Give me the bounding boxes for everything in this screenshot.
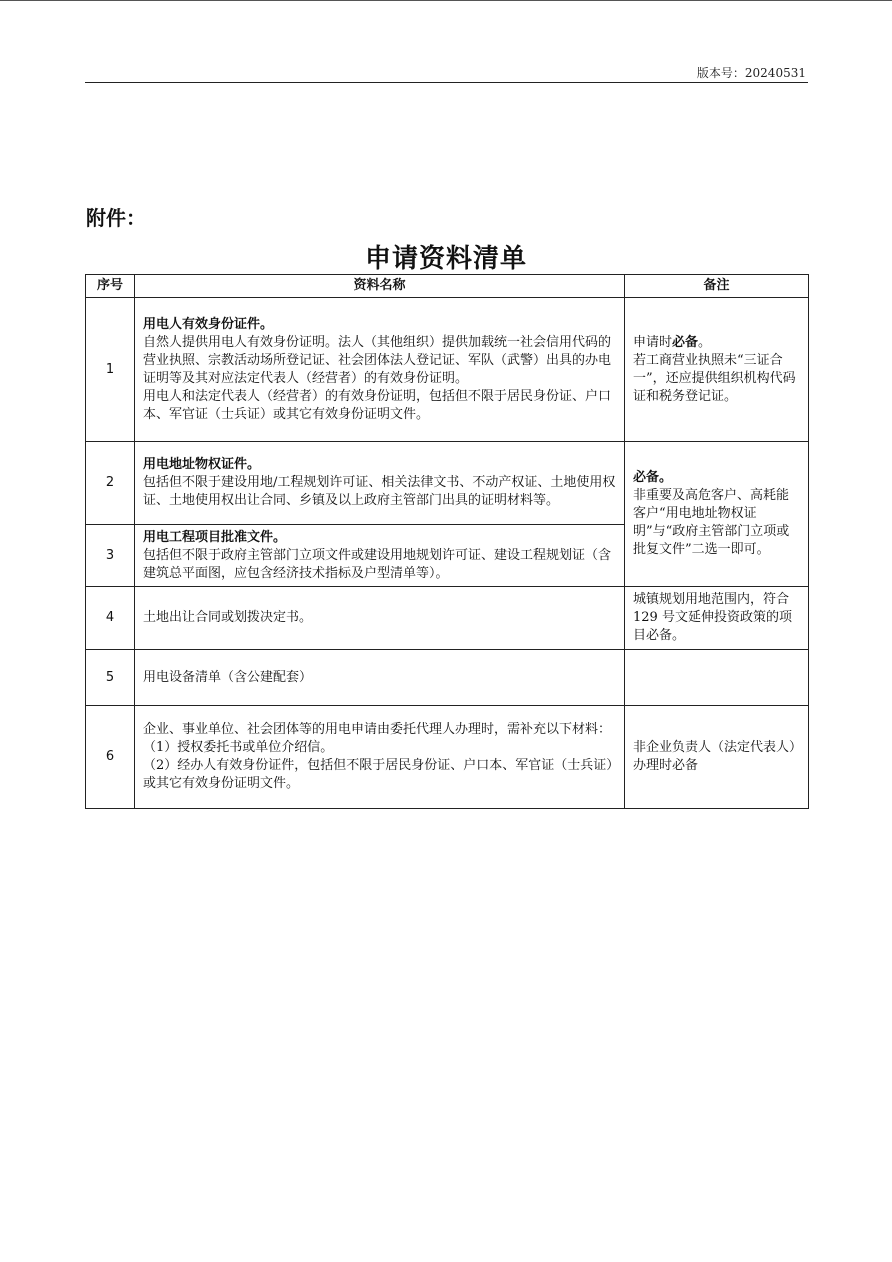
table-row-4 bbox=[86, 587, 809, 650]
note-line bbox=[633, 334, 800, 352]
table-row-5 bbox=[86, 650, 809, 706]
column-header-no: 序号 bbox=[86, 275, 135, 298]
material-body: 企业、事业单位、社会团体等的用电申请由委托代理人办理时，需补充以下材料： bbox=[143, 722, 612, 737]
note-prefix: 申请时 bbox=[633, 334, 673, 350]
note-extra: 若工商营业执照未“三证合一”，还应提供组织机构代码证和税务登记证。 bbox=[633, 352, 796, 404]
table-row-2 bbox=[86, 442, 809, 525]
material-description: 土地出让合同或划拨决定书。 bbox=[135, 587, 625, 650]
material-note bbox=[625, 650, 809, 706]
material-body: 包括但不限于建设用地/工程规划许可证、相关法律文书、不动产权证、土地使用权证、土地使用权出让合同、乡镇及以上政府主管部门出具的证明材料等。 bbox=[143, 475, 616, 508]
material-description bbox=[135, 706, 625, 809]
row-number: 2 bbox=[86, 442, 135, 525]
material-note: 非企业负责人（法定代表人）办理时必备 bbox=[625, 706, 809, 809]
note-suffix: 。 bbox=[698, 334, 712, 350]
version-number: 版本号：20240531 bbox=[696, 66, 806, 80]
note-required: 必备。 bbox=[633, 470, 673, 485]
material-item-2: （2）经办人有效身份证件，包括但不限于居民身份证、户口本、军官证（士兵证）或其它有效身份证明文件。 bbox=[143, 758, 613, 791]
document-title: 申请资料清单 bbox=[364, 244, 527, 274]
column-header-name: 资料名称 bbox=[135, 275, 625, 298]
row-number: 1 bbox=[86, 298, 135, 442]
material-description bbox=[135, 525, 625, 587]
materials-table bbox=[85, 274, 809, 809]
page-top-border bbox=[0, 0, 892, 1]
header-rule bbox=[85, 82, 808, 83]
column-header-note: 备注 bbox=[625, 275, 809, 298]
material-description bbox=[135, 298, 625, 442]
material-body: 自然人提供用电人有效身份证明。法人（其他组织）提供加载统一社会信用代码的营业执照、宗教活动场所登记证、社会团体法人登记证、军队（武警）出具的办电证明等及其对应法定代表人（经营者）的有效身份证明。 bbox=[143, 334, 612, 386]
material-heading: 用电人有效身份证件。 bbox=[143, 316, 274, 332]
material-body-extra: 用电人和法定代表人（经营者）的有效身份证明，包括但不限于居民身份证、户口本、军官证（士兵证）或其它有效身份证明文件。 bbox=[143, 388, 612, 422]
material-description: 用电设备清单（含公建配套） bbox=[135, 650, 625, 706]
attachment-label: 附件： bbox=[86, 206, 146, 230]
note-required: 必备 bbox=[672, 334, 699, 350]
table-row-1 bbox=[86, 298, 809, 442]
row-number: 4 bbox=[86, 587, 135, 650]
row-number: 5 bbox=[86, 650, 135, 706]
material-body: 包括但不限于政府主管部门立项文件或建设用地规划许可证、建设工程规划证（含建筑总平面图，应包含经济技术指标及户型清单等）。 bbox=[143, 547, 612, 581]
material-heading: 用电工程项目批准文件。 bbox=[143, 529, 287, 545]
row-number: 3 bbox=[86, 525, 135, 587]
material-note bbox=[625, 298, 809, 442]
material-heading: 用电地址物权证件。 bbox=[143, 457, 261, 472]
material-note: 城镇规划用地范围内，符合 129 号文延伸投资政策的项目必备。 bbox=[625, 587, 809, 650]
material-description bbox=[135, 442, 625, 525]
table-row-6 bbox=[86, 706, 809, 809]
material-item-1: （1）授权委托书或单位介绍信。 bbox=[143, 740, 334, 755]
note-text: 非重要及高危客户、高耗能客户“用电地址物权证明”与“政府主管部门立项或批复文件”二选一即可。 bbox=[633, 488, 790, 557]
merged-note bbox=[625, 442, 809, 587]
row-number: 6 bbox=[86, 706, 135, 809]
table-header-row bbox=[86, 275, 809, 298]
